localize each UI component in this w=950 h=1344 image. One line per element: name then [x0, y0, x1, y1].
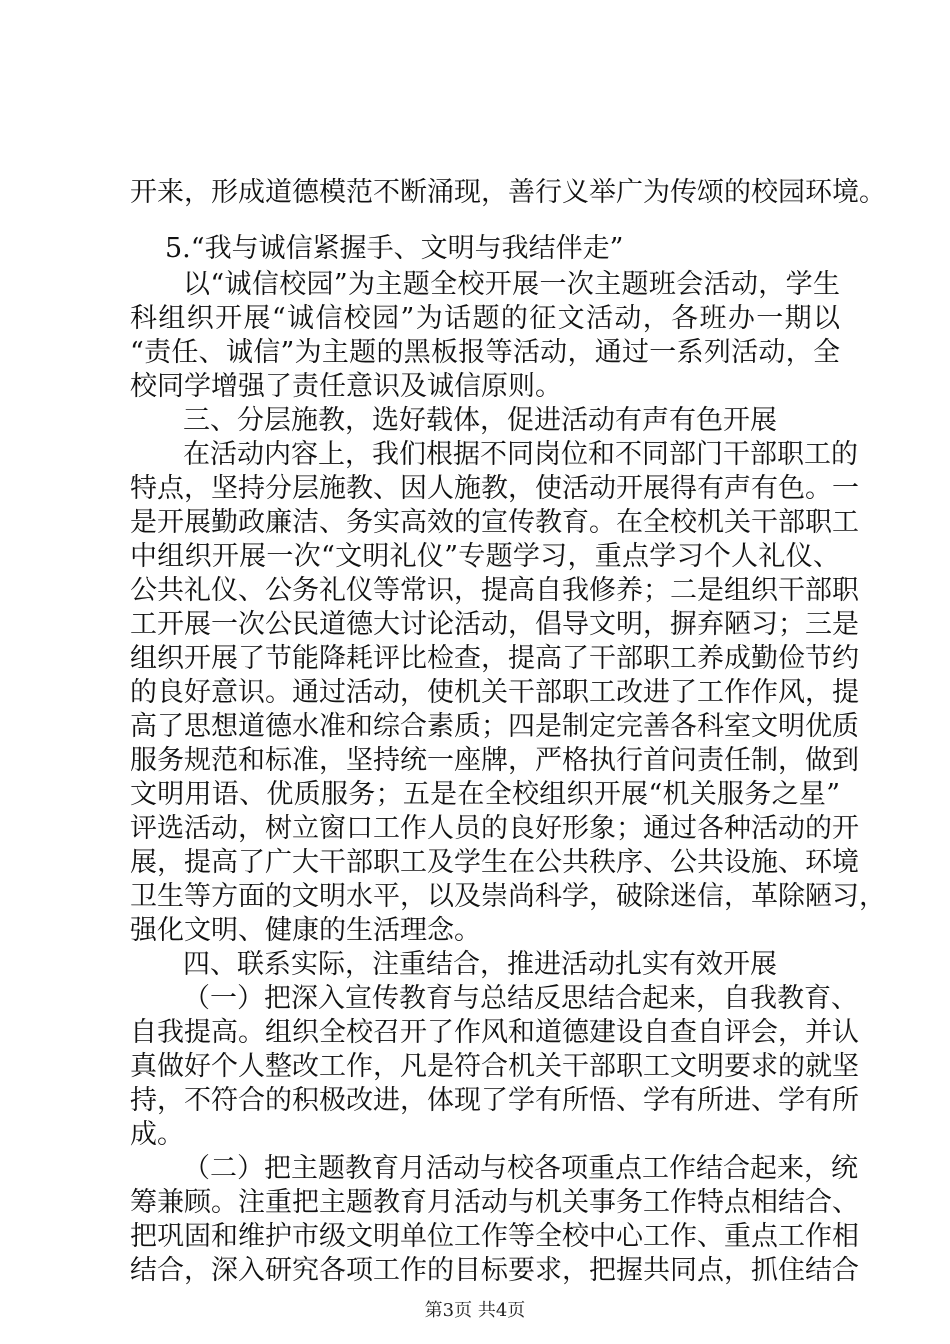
- paragraph-line: 成。: [130, 1119, 184, 1150]
- paragraph-line: 服务规范和标准，坚持统一座牌，严格执行首问责任制，做到: [130, 745, 859, 776]
- paragraph-line: 开来，形成道德模范不断涌现，善行义举广为传颂的校园环境。: [130, 177, 886, 208]
- paragraph-line: 校同学增强了责任意识及诚信原则。: [130, 371, 562, 402]
- paragraph-line: 工开展一次公民道德大讨论活动，倡导文明，摒弃陋习；三是: [130, 609, 859, 640]
- paragraph-line: 筹兼顾。注重把主题教育月活动与机关事务工作特点相结合、: [130, 1187, 859, 1218]
- paragraph-line: 高了思想道德水准和综合素质；四是制定完善各科室文明优质: [130, 711, 859, 742]
- paragraph-line: 真做好个人整改工作，凡是符合机关干部职工文明要求的就坚: [130, 1051, 859, 1082]
- paragraph-line: （一）把深入宣传教育与总结反思结合起来，自我教育、: [183, 983, 858, 1014]
- paragraph-line: 持，不符合的积极改进，体现了学有所悟、学有所进、学有所: [130, 1085, 859, 1116]
- paragraph-line: 公共礼仪、公务礼仪等常识，提高自我修养；二是组织干部职: [130, 575, 859, 606]
- paragraph-line: 科组织开展“诚信校园”为话题的征文活动，各班办一期以: [130, 303, 840, 334]
- paragraph-line: 中组织开展一次“文明礼仪”专题学习，重点学习个人礼仪、: [130, 541, 840, 572]
- paragraph-line: 特点，坚持分层施教、因人施教，使活动开展得有声有色。一: [130, 473, 859, 504]
- paragraph-line: 在活动内容上，我们根据不同岗位和不同部门干部职工的: [183, 439, 858, 470]
- paragraph-line: 的良好意识。通过活动，使机关干部职工改进了工作作风，提: [130, 677, 859, 708]
- section-heading: 四、联系实际，注重结合，推进活动扎实有效开展: [183, 949, 777, 980]
- paragraph-line: 组织开展了节能降耗评比检查，提高了干部职工养成勤俭节约: [130, 643, 859, 674]
- page-footer: 第3页 共4页: [424, 1300, 526, 1321]
- paragraph-line: 评选活动，树立窗口工作人员的良好形象；通过各种活动的开: [130, 813, 859, 844]
- section-heading: 三、分层施教，选好载体，促进活动有声有色开展: [183, 405, 777, 436]
- paragraph-line: （二）把主题教育月活动与校各项重点工作结合起来，统: [183, 1153, 858, 1184]
- paragraph-line: “责任、诚信”为主题的黑板报等活动，通过一系列活动，全: [130, 337, 840, 368]
- paragraph-line: 强化文明、健康的生活理念。: [130, 915, 481, 946]
- paragraph-line: 卫生等方面的文明水平，以及崇尚科学，破除迷信，革除陋习，: [130, 881, 886, 912]
- paragraph-line: 结合，深入研究各项工作的目标要求，把握共同点，抓住结合: [130, 1255, 859, 1286]
- paragraph-line: 是开展勤政廉洁、务实高效的宣传教育。在全校机关干部职工: [130, 507, 859, 538]
- paragraph-line: 自我提高。组织全校召开了作风和道德建设自查自评会，并认: [130, 1017, 859, 1048]
- paragraph-line: 以“诚信校园”为主题全校开展一次主题班会活动，学生: [183, 269, 840, 300]
- paragraph-line: 把巩固和维护市级文明单位工作等全校中心工作、重点工作相: [130, 1221, 859, 1252]
- section-heading: 5.“我与诚信紧握手、文明与我结伴走”: [165, 233, 624, 264]
- paragraph-line: 展，提高了广大干部职工及学生在公共秩序、公共设施、环境: [130, 847, 859, 878]
- paragraph-line: 文明用语、优质服务；五是在全校组织开展“机关服务之星”: [130, 779, 840, 810]
